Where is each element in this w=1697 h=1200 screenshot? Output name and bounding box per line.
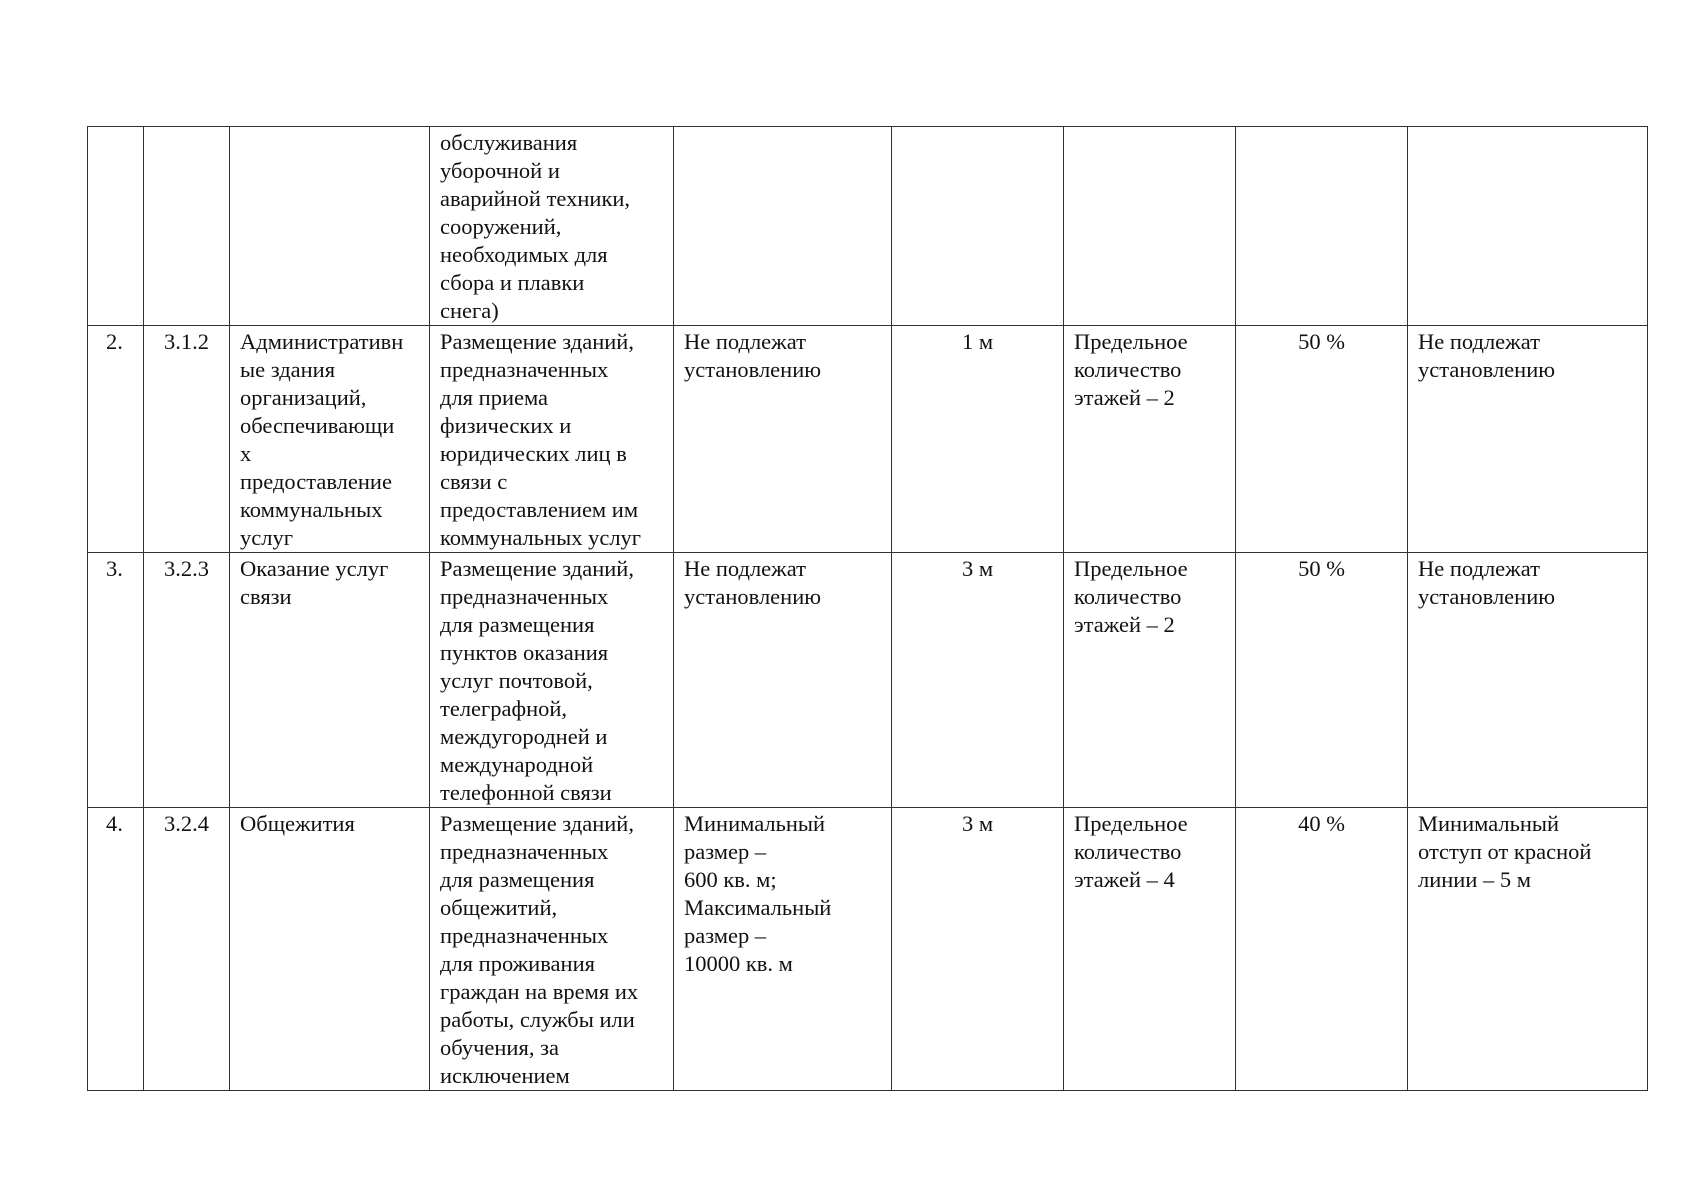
setback-cell: 3 м <box>892 808 1064 1091</box>
row-number-cell: 4. <box>88 808 144 1091</box>
table-row <box>88 127 1648 326</box>
description-cell: обслуживания уборочной и аварийной техники, сооружений, необходимых для сбора и плавки снега) <box>430 127 674 326</box>
other-params-cell: Не подлежат установлению <box>1408 553 1648 808</box>
description-cell: Размещение зданий, предназначенных для приема физических и юридических лиц в связи с предоставлением им коммунальных услуг <box>430 326 674 553</box>
row-number-cell <box>88 127 144 326</box>
coverage-cell <box>1236 127 1408 326</box>
floors-cell: Предельное количество этажей – 2 <box>1064 553 1236 808</box>
setback-cell: 3 м <box>892 553 1064 808</box>
other-params-cell <box>1408 127 1648 326</box>
other-params-cell: Минимальный отступ от красной линии – 5 м <box>1408 808 1648 1091</box>
row-number-cell: 3. <box>88 553 144 808</box>
use-name-cell <box>230 127 430 326</box>
use-name-cell: Административн ые здания организаций, обеспечивающи х предоставление коммунальных услуг <box>230 326 430 553</box>
code-cell: 3.2.3 <box>144 553 230 808</box>
code-cell: 3.2.4 <box>144 808 230 1091</box>
setback-cell: 1 м <box>892 326 1064 553</box>
zoning-table <box>87 126 1648 1091</box>
coverage-cell: 50 % <box>1236 326 1408 553</box>
table-row <box>88 808 1648 1091</box>
plot-size-cell: Не подлежат установлению <box>674 326 892 553</box>
code-cell <box>144 127 230 326</box>
table-row <box>88 326 1648 553</box>
table-row <box>88 553 1648 808</box>
code-cell: 3.1.2 <box>144 326 230 553</box>
plot-size-cell <box>674 127 892 326</box>
row-number-cell: 2. <box>88 326 144 553</box>
use-name-cell: Оказание услуг связи <box>230 553 430 808</box>
floors-cell: Предельное количество этажей – 4 <box>1064 808 1236 1091</box>
use-name-cell: Общежития <box>230 808 430 1091</box>
description-cell: Размещение зданий, предназначенных для размещения пунктов оказания услуг почтовой, телеграфной, междугородней и международной телефонной связи <box>430 553 674 808</box>
other-params-cell: Не подлежат установлению <box>1408 326 1648 553</box>
setback-cell <box>892 127 1064 326</box>
coverage-cell: 50 % <box>1236 553 1408 808</box>
description-cell: Размещение зданий, предназначенных для размещения общежитий, предназначенных для проживания граждан на время их работы, службы или обучения, за исключением <box>430 808 674 1091</box>
coverage-cell: 40 % <box>1236 808 1408 1091</box>
plot-size-cell: Не подлежат установлению <box>674 553 892 808</box>
floors-cell <box>1064 127 1236 326</box>
floors-cell: Предельное количество этажей – 2 <box>1064 326 1236 553</box>
plot-size-cell: Минимальный размер – 600 кв. м; Максимальный размер – 10000 кв. м <box>674 808 892 1091</box>
